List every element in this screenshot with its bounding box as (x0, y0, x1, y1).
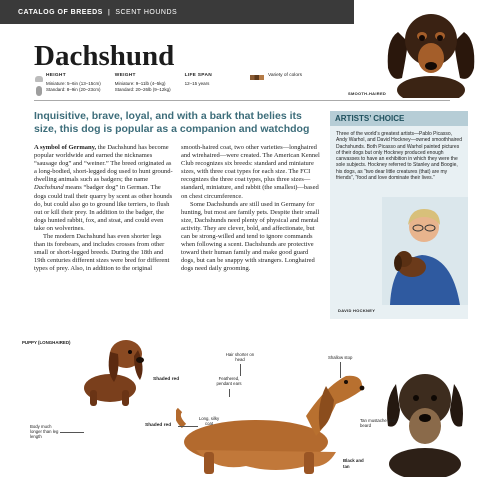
leader-line (340, 362, 341, 378)
lede-heading: Inquisitive, brave, loyal, and with a bark that belies its size, this dog is popular as a companion and watchdog (34, 110, 310, 135)
stat-lifespan-line1: 12–15 years (184, 81, 210, 86)
stat-weight-line1: Miniature: 9–11lb (4–5kg) (114, 81, 166, 86)
header-separator: | (107, 8, 111, 16)
label-shaded-red-adult: Shaded red (145, 423, 172, 428)
stat-lifespan-label: LIFE SPAN (184, 73, 212, 78)
stat-height-line2: Standard: 8–9in (20–23cm) (46, 87, 101, 92)
body-text-span: the Dachshund has become popular worldwide and earned the nicknames “sausage dog” and “weiner.” The breed originated as a long-bodied, short-legged dog used to hunt ground-dwelling animals such as badgers; the name (34, 144, 173, 184)
body-paragraph: smooth-haired coat, two other varieties—longhaired and wirehaired—were created. The American Kennel Club recognizes six breeds: standard and miniature sizes, with three coat types for each size. The FCI recognizes the three coat types, plus three sizes—standard, miniature, and rabbit (the smallest)—based on chest circumference. (181, 144, 320, 200)
body-emphasis: Dachshund (34, 184, 64, 192)
label-feathered-ears: Feathered, pendant ears (216, 376, 242, 386)
body-paragraph: Some Dachshunds are still used in Germany for hunting, but most are family pets. Despite their small size, Dachshunds need plenty of physical and mental activity. They are clever, bold, and affectionate, but can be strong-willed and tend to ignore commands when following a scent. Dachshunds are protective toward their human family and make good guard dogs, but can be snappy with strangers. Longhaired dogs need daily grooming. (181, 200, 320, 273)
smooth-haired-portrait (376, 2, 486, 98)
artists-choice-box (330, 111, 468, 319)
body-text-span: means “badger dog” in German. The dogs could trail their quarry by scent as other hounds do, but could also go to ground like terriers, to flush out or kill their prey. In addition to the badger, the dogs hunted rabbit, fox, and stoat, and could even take on wolverines. (34, 184, 173, 232)
leader-line (229, 389, 230, 397)
header-section: CATALOG OF BREEDS (18, 8, 103, 16)
label-hair-shorter: Hair shorter on head (225, 352, 255, 362)
artists-choice-heading: ARTISTS’ CHOICE (330, 111, 468, 126)
puppy-caption: PUPPY (LONGHAIRED) (22, 340, 71, 345)
body-paragraph: The modern Dachshund has even shorter legs than its forebears, and includes crosses from other small or short-legged breeds. During the 18th and 19th centuries different sizes were bred for different types of prey. Also, in addition to the original (34, 233, 170, 273)
stat-lifespan (185, 73, 212, 99)
leader-line (178, 426, 198, 427)
stat-weight (115, 73, 171, 99)
breed-stats (34, 73, 302, 99)
header-subsection: SCENT HOUNDS (115, 8, 178, 16)
label-tan-mustache: Tan mustache and beard (360, 418, 396, 428)
stat-height-label: HEIGHT (46, 73, 66, 78)
size-comparison-icon (34, 73, 46, 99)
label-body-longer: Body much longer than leg length (30, 424, 59, 439)
label-long-silky-coat: Long, silky coat (198, 416, 220, 426)
body-lead: A symbol of Germany, (34, 144, 97, 151)
leader-line (240, 364, 241, 376)
page-title: Dachshund (34, 40, 175, 72)
label-black-and-tan: Black and tan (343, 458, 364, 469)
hockney-caption: DAVID HOCKNEY (338, 308, 376, 313)
stat-weight-line2: Standard: 20–26lb (9–12kg) (114, 87, 171, 92)
body-column-2 (181, 144, 320, 274)
label-shaded-red-puppy: Shaded red (153, 377, 180, 382)
hockney-photo (382, 197, 468, 305)
stat-height-line1: Miniature: 5–6in (13–15cm) (46, 81, 101, 86)
body-column-1 (34, 144, 173, 274)
puppy-illustration (80, 328, 152, 410)
color-variety (250, 73, 302, 99)
body-paragraph (34, 144, 173, 233)
color-variety-label: Variety of colors (267, 73, 303, 78)
divider (34, 100, 450, 101)
stat-weight-label: WEIGHT (114, 73, 136, 78)
top-photo-caption: SMOOTH-HAIRED (348, 91, 387, 96)
label-shallow-stop: Shallow stop (328, 355, 353, 360)
artists-choice-text: Three of the world’s greatest artists—Pablo Picasso, Andy Warhol, and David Hockney—owned smoothhaired Dachshunds. Both Picasso and Warhol painted pictures of their dogs but only Hockney produced enough canvasses to have an exhibition in which they were the sole subjects. Hockney referred to Stanley and Boogie, his dogs, as “two dear little creatures (that) are my friends”, “food and love dominate their lives.” (336, 131, 462, 182)
body-text (34, 144, 320, 274)
catalog-header-bar (0, 0, 354, 24)
stat-height (46, 73, 101, 99)
leader-line (60, 432, 84, 433)
color-swatch-icon (250, 75, 264, 80)
